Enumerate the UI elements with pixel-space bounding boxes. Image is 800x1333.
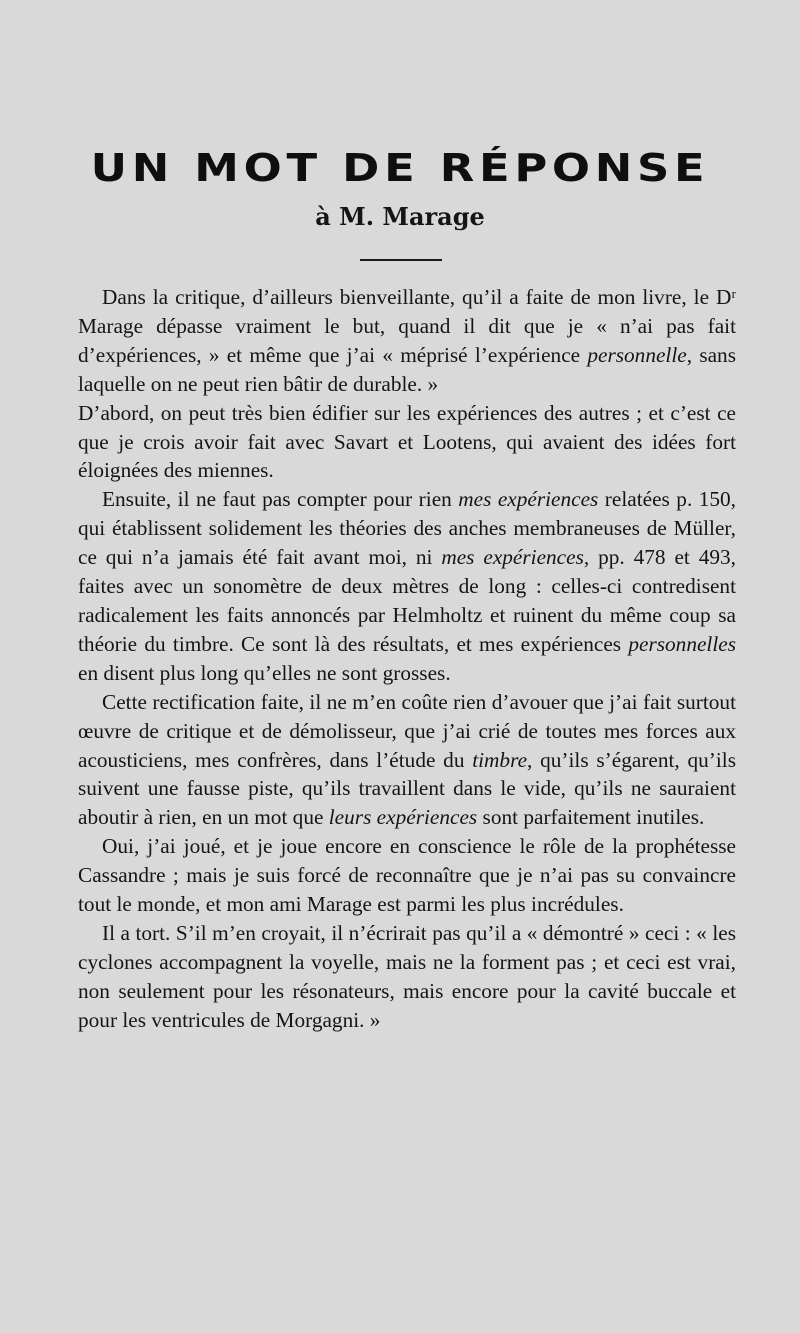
- article-title: UN MOT DE RÉPONSE: [90, 146, 710, 190]
- body-paragraph: [78, 919, 736, 1035]
- article-subtitle: à M. Marage: [315, 202, 485, 231]
- article-body: [78, 283, 736, 1035]
- italic-text: leurs expériences: [328, 805, 478, 830]
- body-paragraph: [78, 485, 736, 687]
- italic-text: personnelles: [628, 631, 736, 656]
- body-paragraph: [78, 832, 736, 919]
- title-divider: [360, 259, 442, 261]
- body-paragraph: [78, 399, 736, 486]
- paragraph-text: D’abord, on peut très bien édifier sur les expériences des autres ; et c’est ce que je crois avoir fait avec Savart et Lootens, qui avaient des idées fort éloignées des miennes.: [78, 400, 736, 483]
- paragraph-text: sont parfaitement inutiles.: [477, 805, 705, 830]
- paragraph-text: Il a tort. S’il m’en croyait, il n’écrirait pas qu’il a « démontré » ceci : « les cyclones accompagnent la voyelle, mais ne la forment pas ; et ceci est vrai, non seulement pour les résonateurs, mais encore pour la cavité buccale et pour les ventricules de Morgagni. »: [78, 920, 736, 1032]
- paragraph-text: Ensuite, il ne faut pas compter pour rien: [102, 487, 459, 512]
- paragraph-text: Dans la critique, d’ailleurs bienveillante, qu’il a faite de mon livre, le Dʳ Marage dépasse vraiment le but, quand il dit que je « n’ai pas fait d’expériences, » et même que j’ai « méprisé l’expérience: [78, 285, 736, 367]
- italic-text: personnelle: [587, 342, 687, 367]
- italic-text: timbre: [472, 747, 528, 772]
- paragraph-text: , pp. 478 et 493, faites avec un sonomètre de deux mètres de long : celles-ci contredisent radicalement les faits annoncés par Helmholtz et ruinent du même coup sa théorie du timbre. Ce sont là des résultats, et mes expériences: [78, 545, 737, 656]
- italic-text: mes expériences: [441, 545, 584, 570]
- italic-text: mes expériences: [458, 487, 599, 512]
- paragraph-text: Cette rectification faite, il ne m’en coûte rien d’avouer que j’ai fait surtout œuvre de critique et de démolisseur, que j’ai crié de toutes mes forces aux acousticiens, mes confrères, dans l’étude du: [78, 689, 736, 772]
- paragraph-text: Oui, j’ai joué, et je joue encore en conscience le rôle de la prophétesse Cassandre ; mais je suis forcé de reconnaître que je n’ai pas su convaincre tout le monde, et mon ami Marage est parmi les plus incrédules.: [78, 834, 736, 917]
- body-paragraph: [78, 688, 736, 833]
- body-paragraph: [78, 283, 736, 399]
- paragraph-text: , qu’ils s’égarent, qu’ils suivent une fausse piste, qu’ils travaillent dans le vide, qu’ils ne sauraient aboutir à rien, en un mot que: [78, 747, 736, 830]
- paragraph-text: , sans laquelle on ne peut rien bâtir de durable. »: [78, 342, 736, 396]
- paragraph-text: relatées p. 150, qui établissent solidement les théories des anches membraneuses de Müller, ce qui n’a jamais été fait avant moi, ni: [78, 487, 736, 570]
- paragraph-text: en disent plus long qu’elles ne sont grosses.: [78, 660, 451, 685]
